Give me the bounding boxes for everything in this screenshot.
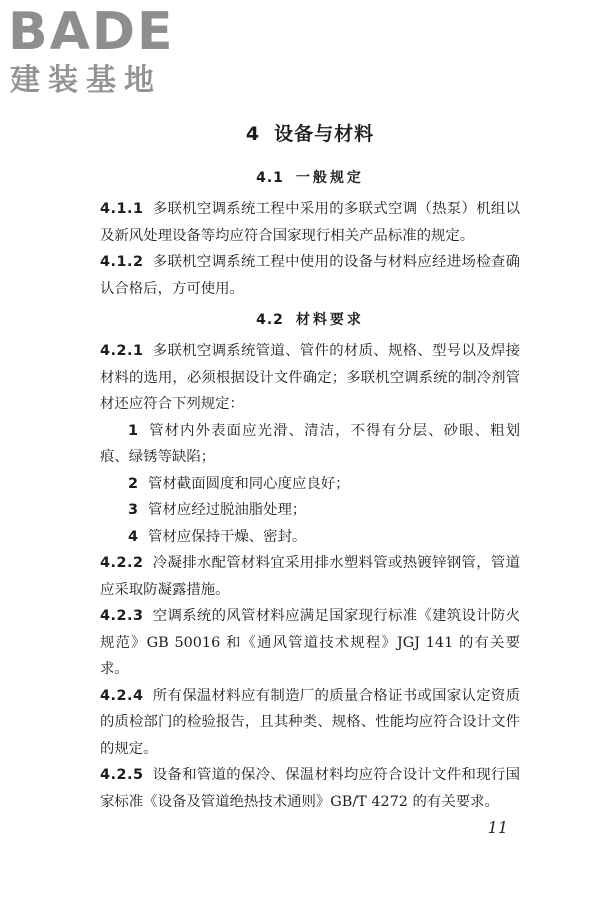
item-number: 2 bbox=[128, 475, 139, 492]
clause-text: 空调系统的风管材料应满足国家现行标准《建筑设计防火规范》GB 50016 和《通风管道技术规程》JGJ 141 的有关要求。 bbox=[100, 608, 520, 677]
clause-text: 冷凝排水配管材料宜采用排水塑料管或热镀锌钢管，管道应采取防凝露措施。 bbox=[100, 555, 520, 598]
list-item-2 bbox=[100, 471, 520, 498]
clause-number: 4.1.2 bbox=[100, 254, 144, 270]
clause-text: 多联机空调系统管道、管件的材质、规格、型号以及焊接材料的选用，必须根据设计文件确定；多联机空调系统的制冷剂管材还应符合下列规定： bbox=[100, 343, 520, 412]
section-title-text: 一般规定 bbox=[295, 170, 364, 186]
item-text: 管材应保持干燥、密封。 bbox=[148, 528, 307, 545]
bade-logo bbox=[8, 4, 178, 100]
section-title-4-2 bbox=[100, 308, 520, 332]
clause-text: 设备和管道的保冷、保温材料均应符合设计文件和现行国家标准《设备及管道绝热技术通则》GB/T 4272 的有关要求。 bbox=[100, 767, 520, 810]
clause-4-2-2 bbox=[100, 550, 520, 603]
item-number: 1 bbox=[128, 422, 139, 439]
section-title-text: 材料要求 bbox=[295, 312, 364, 328]
clause-4-1-2 bbox=[100, 249, 520, 302]
clause-number: 4.2.2 bbox=[100, 555, 144, 571]
clause-text: 所有保温材料应有制造厂的质量合格证书或国家认定资质的质检部门的检验报告，且其种类、规格、性能均应符合设计文件的规定。 bbox=[100, 687, 520, 757]
list-item-4 bbox=[100, 524, 520, 551]
item-text: 管材内外表面应光滑、清洁，不得有分层、砂眼、粗划痕、绿锈等缺陷； bbox=[100, 422, 520, 465]
item-number: 4 bbox=[128, 528, 139, 545]
item-text: 管材截面圆度和同心度应良好； bbox=[148, 475, 350, 492]
document-page bbox=[100, 120, 520, 815]
section-number: 4.2 bbox=[256, 312, 284, 328]
list-item-3 bbox=[100, 497, 520, 524]
section-number: 4.1 bbox=[256, 170, 284, 186]
section-title-4-1 bbox=[100, 166, 520, 190]
page-number: 11 bbox=[487, 818, 508, 837]
logo-wordmark: BADE bbox=[8, 2, 175, 62]
chapter-title-text: 设备与材料 bbox=[274, 123, 375, 145]
list-item-1 bbox=[100, 418, 520, 471]
clause-4-2-4 bbox=[100, 683, 520, 763]
clause-number: 4.2.5 bbox=[100, 767, 144, 783]
clause-text: 多联机空调系统工程中使用的设备与材料应经进场检查确认合格后，方可使用。 bbox=[100, 254, 520, 297]
item-number: 3 bbox=[128, 502, 139, 518]
chapter-number: 4 bbox=[245, 123, 261, 145]
clause-number: 4.2.1 bbox=[100, 343, 144, 359]
clause-number: 4.1.1 bbox=[100, 201, 144, 217]
clause-number: 4.2.4 bbox=[100, 687, 144, 704]
clause-4-2-5 bbox=[100, 762, 520, 815]
logo-subtitle: 建装基地 bbox=[10, 63, 162, 98]
clause-4-2-3 bbox=[100, 603, 520, 683]
chapter-title bbox=[100, 120, 520, 148]
clause-number: 4.2.3 bbox=[100, 608, 144, 624]
clause-4-2-1 bbox=[100, 338, 520, 418]
clause-4-1-1 bbox=[100, 196, 520, 249]
clause-text: 多联机空调系统工程中采用的多联式空调（热泵）机组以及新风处理设备等均应符合国家现行相关产品标准的规定。 bbox=[100, 201, 520, 244]
item-text: 管材应经过脱油脂处理； bbox=[148, 502, 307, 518]
